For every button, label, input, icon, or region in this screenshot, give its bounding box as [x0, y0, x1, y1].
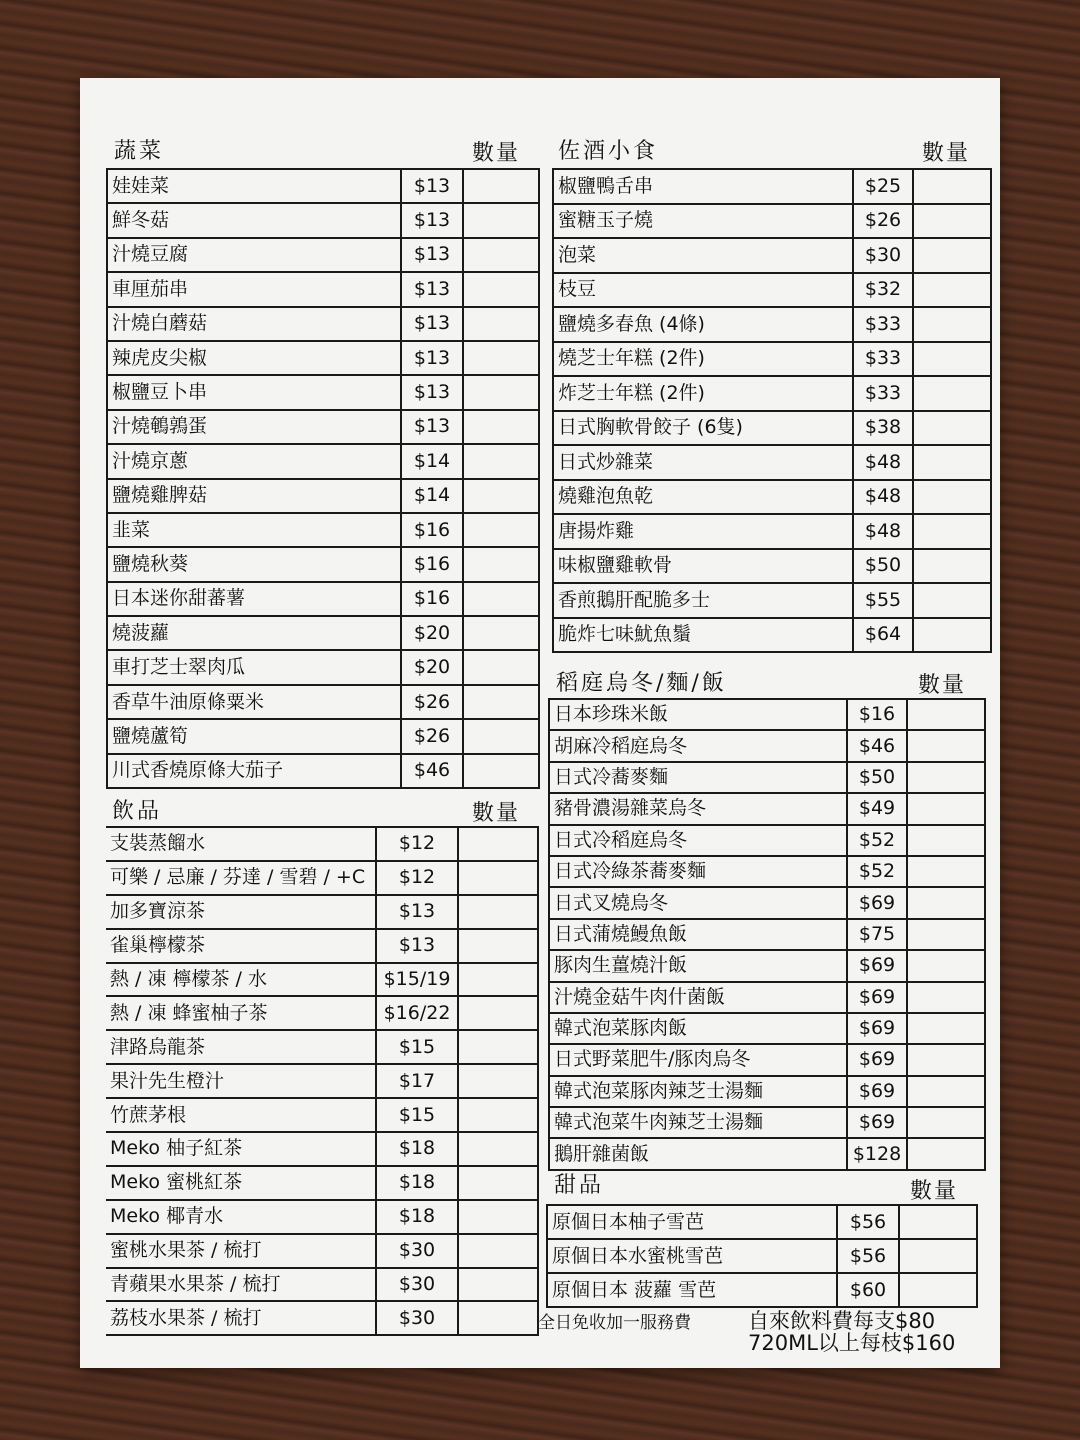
item-price: $13: [401, 169, 463, 203]
snacks-row: [553, 273, 991, 308]
vegetables-row: [107, 410, 539, 444]
item-name: 果汁先生橙汁: [106, 1064, 376, 1098]
snacks-row: [553, 583, 991, 618]
quantity-field[interactable]: [458, 861, 538, 895]
item-price: $49: [847, 793, 907, 824]
snacks-row: [553, 549, 991, 584]
quantity-field[interactable]: [463, 375, 539, 409]
snacks-row: [553, 169, 991, 204]
drinks-row: [106, 963, 538, 997]
drinks-table: [106, 826, 539, 1336]
item-name: 汁燒豆腐: [107, 238, 401, 272]
quantity-field[interactable]: [899, 1273, 977, 1307]
item-price: $16: [401, 582, 463, 616]
snacks-row: [553, 307, 991, 342]
item-name: 日式冷蕎麥麵: [549, 762, 847, 793]
item-name: 日本迷你甜蕃薯: [107, 582, 401, 616]
corkage-note-line1: 自來飲料費每支$80: [748, 1309, 936, 1333]
desserts-title: 甜品: [554, 1173, 605, 1198]
item-price: $30: [376, 1268, 458, 1302]
item-price: $69: [847, 1107, 907, 1138]
quantity-field[interactable]: [458, 1166, 538, 1200]
quantity-field[interactable]: [907, 950, 985, 981]
quantity-field[interactable]: [463, 341, 539, 375]
item-name: 津路烏龍茶: [106, 1030, 376, 1064]
item-price: $33: [853, 376, 913, 411]
item-name: 日式冷綠茶蕎麥麵: [549, 856, 847, 887]
quantity-field[interactable]: [463, 547, 539, 581]
item-price: $16: [401, 547, 463, 581]
item-price: $16/22: [376, 996, 458, 1030]
noodles-title: 稻庭烏冬/麵/飯: [556, 671, 727, 696]
item-price: $15/19: [376, 963, 458, 997]
item-price: $18: [376, 1200, 458, 1234]
quantity-field[interactable]: [463, 479, 539, 513]
noodles-row: [549, 950, 985, 981]
item-price: $16: [401, 513, 463, 547]
item-name: 車厘茄串: [107, 272, 401, 306]
item-price: $32: [853, 273, 913, 308]
quantity-field[interactable]: [463, 410, 539, 444]
quantity-field[interactable]: [458, 1200, 538, 1234]
snacks-row: [553, 342, 991, 377]
drinks-row: [106, 1098, 538, 1132]
quantity-field[interactable]: [463, 307, 539, 341]
vegetables-row: [107, 238, 539, 272]
quantity-field[interactable]: [907, 825, 985, 856]
quantity-field[interactable]: [907, 856, 985, 887]
quantity-field[interactable]: [463, 238, 539, 272]
noodles-row: [549, 793, 985, 824]
item-price: $38: [853, 411, 913, 446]
item-name: 竹蔗茅根: [106, 1098, 376, 1132]
item-price: $13: [401, 410, 463, 444]
item-price: $15: [376, 1030, 458, 1064]
vegetables-row: [107, 272, 539, 306]
corkage-note: [748, 1310, 955, 1354]
drinks-qty-label: 數量: [472, 801, 521, 826]
noodles-qty-label: 數量: [918, 673, 967, 698]
item-price: $69: [847, 1013, 907, 1044]
item-name: 鵝肝雜菌飯: [549, 1138, 847, 1169]
drinks-row: [106, 1268, 538, 1302]
quantity-field[interactable]: [463, 719, 539, 753]
drinks-row: [106, 1030, 538, 1064]
item-name: 娃娃菜: [107, 169, 401, 203]
item-name: 泡菜: [553, 238, 853, 273]
quantity-field[interactable]: [463, 685, 539, 719]
vegetables-qty-label: 數量: [472, 141, 521, 166]
quantity-field[interactable]: [913, 445, 991, 480]
quantity-field[interactable]: [458, 827, 538, 861]
service-charge-note: 全日免收加一服務費: [538, 1313, 691, 1333]
item-name: 原個日本 菠蘿 雪芭: [547, 1273, 837, 1307]
item-name: 日式叉燒烏冬: [549, 887, 847, 918]
vegetables-row: [107, 203, 539, 237]
vegetables-table: [106, 168, 540, 789]
item-price: $13: [376, 895, 458, 929]
item-name: 味椒鹽雞軟骨: [553, 549, 853, 584]
item-price: $15: [376, 1098, 458, 1132]
noodles-row: [549, 825, 985, 856]
drinks-row: [106, 1301, 538, 1335]
item-name: 豬骨濃湯雜菜烏冬: [549, 793, 847, 824]
item-name: 韓式泡菜豚肉辣芝士湯麵: [549, 1076, 847, 1107]
quantity-field[interactable]: [913, 204, 991, 239]
item-price: $20: [401, 616, 463, 650]
quantity-field[interactable]: [458, 963, 538, 997]
quantity-field[interactable]: [463, 616, 539, 650]
item-price: $48: [853, 514, 913, 549]
item-price: $69: [847, 1076, 907, 1107]
item-name: 炸芝士年糕 (2件): [553, 376, 853, 411]
item-name: 可樂 / 忌廉 / 芬達 / 雪碧 / +C: [106, 861, 376, 895]
snacks-table: [552, 168, 992, 653]
item-price: $56: [837, 1205, 899, 1239]
vegetables-row: [107, 341, 539, 375]
item-name: 原個日本柚子雪芭: [547, 1205, 837, 1239]
drinks-title: 飲品: [112, 799, 163, 824]
vegetables-row: [107, 479, 539, 513]
item-name: 唐揚炸雞: [553, 514, 853, 549]
item-name: 車打芝士翠肉瓜: [107, 650, 401, 684]
desserts-table: [546, 1204, 978, 1308]
item-price: $64: [853, 618, 913, 653]
quantity-field[interactable]: [913, 307, 991, 342]
item-price: $18: [376, 1132, 458, 1166]
item-price: $13: [376, 929, 458, 963]
quantity-field[interactable]: [913, 514, 991, 549]
corkage-note-line2: 720ML以上每枝$160: [748, 1331, 956, 1356]
item-price: $30: [376, 1234, 458, 1268]
item-name: 原個日本水蜜桃雪芭: [547, 1239, 837, 1273]
item-name: 鹽燒多春魚 (4條): [553, 307, 853, 342]
item-price: $55: [853, 583, 913, 618]
item-price: $75: [847, 919, 907, 950]
item-name: 日本珍珠米飯: [549, 699, 847, 730]
item-name: 韓式泡菜牛肉辣芝士湯麵: [549, 1107, 847, 1138]
item-name: 汁燒京蔥: [107, 444, 401, 478]
snacks-row: [553, 480, 991, 515]
vegetables-row: [107, 307, 539, 341]
quantity-field[interactable]: [913, 238, 991, 273]
item-name: 韭菜: [107, 513, 401, 547]
drinks-row: [106, 1166, 538, 1200]
quantity-field[interactable]: [907, 699, 985, 730]
item-price: $48: [853, 445, 913, 480]
item-name: 鹽燒秋葵: [107, 547, 401, 581]
quantity-field[interactable]: [899, 1239, 977, 1273]
item-name: 燒雞泡魚乾: [553, 480, 853, 515]
desserts-row: [547, 1273, 977, 1307]
drinks-row: [106, 861, 538, 895]
drinks-row: [106, 1132, 538, 1166]
item-name: 鹽燒蘆筍: [107, 719, 401, 753]
quantity-field[interactable]: [458, 1132, 538, 1166]
item-price: $128: [847, 1138, 907, 1169]
vegetables-row: [107, 616, 539, 650]
item-price: $13: [401, 272, 463, 306]
item-name: 香煎鵝肝配脆多士: [553, 583, 853, 618]
item-price: $69: [847, 887, 907, 918]
item-price: $20: [401, 650, 463, 684]
quantity-field[interactable]: [899, 1205, 977, 1239]
quantity-field[interactable]: [907, 1013, 985, 1044]
snacks-row: [553, 376, 991, 411]
item-price: $60: [837, 1273, 899, 1307]
noodles-row: [549, 1138, 985, 1169]
item-name: 日式蒲燒鰻魚飯: [549, 919, 847, 950]
quantity-field[interactable]: [458, 1064, 538, 1098]
quantity-field[interactable]: [907, 1044, 985, 1075]
quantity-field[interactable]: [907, 919, 985, 950]
vegetables-row: [107, 375, 539, 409]
item-price: $56: [837, 1239, 899, 1273]
quantity-field[interactable]: [463, 169, 539, 203]
item-name: 豚肉生薑燒汁飯: [549, 950, 847, 981]
item-price: $33: [853, 307, 913, 342]
item-name: 熱 / 凍 檸檬茶 / 水: [106, 963, 376, 997]
item-name: 韓式泡菜豚肉飯: [549, 1013, 847, 1044]
item-price: $25: [853, 169, 913, 204]
item-name: 汁燒金菇牛肉什菌飯: [549, 982, 847, 1013]
noodles-row: [549, 730, 985, 761]
quantity-field[interactable]: [907, 730, 985, 761]
quantity-field[interactable]: [907, 1076, 985, 1107]
item-name: 日式冷稻庭烏冬: [549, 825, 847, 856]
quantity-field[interactable]: [907, 1107, 985, 1138]
item-name: 鹽燒雞脾菇: [107, 479, 401, 513]
snacks-row: [553, 445, 991, 480]
item-name: 日式胸軟骨餃子 (6隻): [553, 411, 853, 446]
desserts-qty-label: 數量: [910, 1179, 959, 1204]
quantity-field[interactable]: [913, 549, 991, 584]
snacks-row: [553, 238, 991, 273]
item-price: $26: [401, 719, 463, 753]
noodles-row: [549, 982, 985, 1013]
quantity-field[interactable]: [913, 169, 991, 204]
item-name: 汁燒白蘑菇: [107, 307, 401, 341]
item-price: $26: [853, 204, 913, 239]
item-price: $50: [853, 549, 913, 584]
item-name: Meko 椰青水: [106, 1200, 376, 1234]
item-price: $30: [376, 1301, 458, 1335]
noodles-row: [549, 856, 985, 887]
item-name: 荔枝水果茶 / 梳打: [106, 1301, 376, 1335]
item-price: $13: [401, 238, 463, 272]
noodles-table: [548, 698, 986, 1171]
item-name: 胡麻冷稻庭烏冬: [549, 730, 847, 761]
desserts-row: [547, 1205, 977, 1239]
item-price: $69: [847, 1044, 907, 1075]
vegetables-row: [107, 513, 539, 547]
item-price: $48: [853, 480, 913, 515]
item-price: $26: [401, 685, 463, 719]
item-price: $17: [376, 1064, 458, 1098]
item-price: $16: [847, 699, 907, 730]
quantity-field[interactable]: [907, 793, 985, 824]
item-price: $30: [853, 238, 913, 273]
snacks-row: [553, 411, 991, 446]
vegetables-row: [107, 685, 539, 719]
quantity-field[interactable]: [458, 1030, 538, 1064]
quantity-field[interactable]: [458, 1234, 538, 1268]
quantity-field[interactable]: [913, 342, 991, 377]
drinks-row: [106, 929, 538, 963]
quantity-field[interactable]: [913, 376, 991, 411]
vegetables-row: [107, 650, 539, 684]
item-price: $33: [853, 342, 913, 377]
quantity-field[interactable]: [458, 1301, 538, 1335]
item-price: $50: [847, 762, 907, 793]
quantity-field[interactable]: [913, 618, 991, 653]
item-price: $14: [401, 479, 463, 513]
noodles-row: [549, 1076, 985, 1107]
drinks-row: [106, 1234, 538, 1268]
item-name: 熱 / 凍 蜂蜜柚子茶: [106, 996, 376, 1030]
snacks-row: [553, 618, 991, 653]
quantity-field[interactable]: [458, 929, 538, 963]
item-name: 日式野菜肥牛/豚肉烏冬: [549, 1044, 847, 1075]
drinks-row: [106, 895, 538, 929]
vegetables-row: [107, 582, 539, 616]
item-price: $69: [847, 982, 907, 1013]
quantity-field[interactable]: [907, 982, 985, 1013]
item-name: 汁燒鵪鶉蛋: [107, 410, 401, 444]
quantity-field[interactable]: [913, 411, 991, 446]
item-price: $46: [401, 754, 463, 788]
quantity-field[interactable]: [463, 650, 539, 684]
item-name: 脆炸七味魷魚鬚: [553, 618, 853, 653]
item-price: $13: [401, 307, 463, 341]
quantity-field[interactable]: [463, 272, 539, 306]
item-name: 蜜糖玉子燒: [553, 204, 853, 239]
quantity-field[interactable]: [458, 996, 538, 1030]
item-price: $13: [401, 375, 463, 409]
item-name: Meko 柚子紅茶: [106, 1132, 376, 1166]
quantity-field[interactable]: [463, 754, 539, 788]
quantity-field[interactable]: [463, 203, 539, 237]
noodles-row: [549, 1044, 985, 1075]
quantity-field[interactable]: [913, 583, 991, 618]
item-name: 日式炒雜菜: [553, 445, 853, 480]
item-name: 青蘋果水果茶 / 梳打: [106, 1268, 376, 1302]
quantity-field[interactable]: [907, 1138, 985, 1169]
snacks-row: [553, 204, 991, 239]
drinks-row: [106, 827, 538, 861]
quantity-field[interactable]: [458, 1268, 538, 1302]
item-price: $13: [401, 203, 463, 237]
quantity-field[interactable]: [907, 887, 985, 918]
drinks-row: [106, 1200, 538, 1234]
item-price: $12: [376, 861, 458, 895]
noodles-row: [549, 1013, 985, 1044]
item-name: 枝豆: [553, 273, 853, 308]
item-name: 香草牛油原條粟米: [107, 685, 401, 719]
item-name: 燒菠蘿: [107, 616, 401, 650]
quantity-field[interactable]: [463, 513, 539, 547]
vegetables-row: [107, 547, 539, 581]
vegetables-row: [107, 754, 539, 788]
item-name: Meko 蜜桃紅茶: [106, 1166, 376, 1200]
item-name: 雀巢檸檬茶: [106, 929, 376, 963]
item-name: 加多寶涼茶: [106, 895, 376, 929]
item-name: 鮮冬菇: [107, 203, 401, 237]
noodles-row: [549, 1107, 985, 1138]
noodles-row: [549, 699, 985, 730]
item-name: 蜜桃水果茶 / 梳打: [106, 1234, 376, 1268]
item-price: $18: [376, 1166, 458, 1200]
noodles-row: [549, 919, 985, 950]
item-price: $69: [847, 950, 907, 981]
item-price: $52: [847, 825, 907, 856]
quantity-field[interactable]: [463, 444, 539, 478]
item-price: $13: [401, 341, 463, 375]
drinks-row: [106, 996, 538, 1030]
item-price: $46: [847, 730, 907, 761]
item-name: 椒鹽鴨舌串: [553, 169, 853, 204]
item-price: $14: [401, 444, 463, 478]
noodles-row: [549, 762, 985, 793]
desserts-row: [547, 1239, 977, 1273]
item-name: 椒鹽豆卜串: [107, 375, 401, 409]
quantity-field[interactable]: [913, 273, 991, 308]
item-name: 燒芝士年糕 (2件): [553, 342, 853, 377]
quantity-field[interactable]: [463, 582, 539, 616]
vegetables-row: [107, 719, 539, 753]
quantity-field[interactable]: [913, 480, 991, 515]
vegetables-row: [107, 169, 539, 203]
noodles-row: [549, 887, 985, 918]
quantity-field[interactable]: [458, 895, 538, 929]
vegetables-row: [107, 444, 539, 478]
snacks-qty-label: 數量: [922, 141, 971, 166]
snacks-row: [553, 514, 991, 549]
item-name: 辣虎皮尖椒: [107, 341, 401, 375]
item-price: $52: [847, 856, 907, 887]
snacks-title: 佐酒小食: [558, 139, 659, 164]
item-name: 支裝蒸餾水: [106, 827, 376, 861]
quantity-field[interactable]: [907, 762, 985, 793]
item-name: 川式香燒原條大茄子: [107, 754, 401, 788]
drinks-row: [106, 1064, 538, 1098]
menu-sheet: [80, 78, 1000, 1368]
quantity-field[interactable]: [458, 1098, 538, 1132]
vegetables-title: 蔬菜: [114, 139, 165, 164]
item-price: $12: [376, 827, 458, 861]
